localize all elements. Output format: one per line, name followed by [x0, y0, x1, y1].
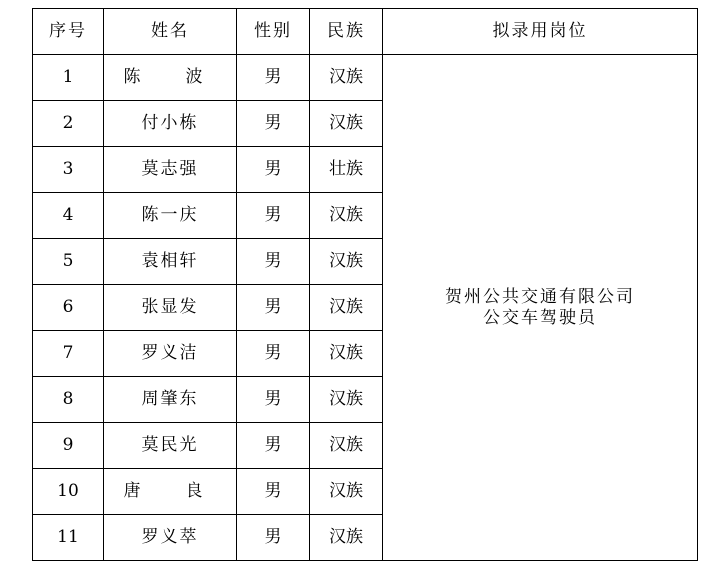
- cell-index: 10: [33, 469, 104, 515]
- cell-name: 付小栋: [104, 101, 237, 147]
- cell-name: 周肇东: [104, 377, 237, 423]
- cell-ethnicity: 汉族: [310, 331, 383, 377]
- cell-sex: 男: [237, 193, 310, 239]
- cell-sex: 男: [237, 377, 310, 423]
- cell-index: 2: [33, 101, 104, 147]
- cell-sex: 男: [237, 515, 310, 561]
- cell-sex: 男: [237, 147, 310, 193]
- cell-index: 7: [33, 331, 104, 377]
- cell-index: 3: [33, 147, 104, 193]
- cell-sex: 男: [237, 285, 310, 331]
- cell-ethnicity: 汉族: [310, 239, 383, 285]
- cell-index: 4: [33, 193, 104, 239]
- column-header-name: 姓名: [104, 9, 237, 55]
- cell-index: 5: [33, 239, 104, 285]
- post-line-role: 公交车驾驶员: [483, 307, 597, 328]
- cell-ethnicity: 汉族: [310, 193, 383, 239]
- column-header-post: 拟录用岗位: [383, 9, 698, 55]
- cell-ethnicity: 汉族: [310, 377, 383, 423]
- cell-name: 张显发: [104, 285, 237, 331]
- cell-index: 8: [33, 377, 104, 423]
- cell-sex: 男: [237, 331, 310, 377]
- cell-name: 陈 波: [104, 55, 237, 101]
- post-line-company: 贺州公共交通有限公司: [445, 287, 635, 308]
- cell-ethnicity: 汉族: [310, 55, 383, 101]
- cell-name: 唐 良: [104, 469, 237, 515]
- cell-ethnicity: 汉族: [310, 515, 383, 561]
- cell-sex: 男: [237, 55, 310, 101]
- cell-name: 罗义萃: [104, 515, 237, 561]
- cell-sex: 男: [237, 101, 310, 147]
- cell-post: [383, 55, 698, 561]
- cell-index: 6: [33, 285, 104, 331]
- cell-sex: 男: [237, 423, 310, 469]
- candidate-roster-table: [32, 8, 698, 561]
- table-header-row: [33, 9, 698, 55]
- cell-name: 莫志强: [104, 147, 237, 193]
- cell-sex: 男: [237, 469, 310, 515]
- cell-name: 罗义洁: [104, 331, 237, 377]
- cell-ethnicity: 汉族: [310, 423, 383, 469]
- cell-ethnicity: 汉族: [310, 285, 383, 331]
- cell-index: 9: [33, 423, 104, 469]
- cell-ethnicity: 汉族: [310, 469, 383, 515]
- cell-name: 陈一庆: [104, 193, 237, 239]
- column-header-index: 序号: [33, 9, 104, 55]
- cell-ethnicity: 汉族: [310, 101, 383, 147]
- column-header-ethnicity: 民族: [310, 9, 383, 55]
- cell-index: 1: [33, 55, 104, 101]
- cell-name: 莫民光: [104, 423, 237, 469]
- column-header-sex: 性别: [237, 9, 310, 55]
- cell-ethnicity: 壮族: [310, 147, 383, 193]
- table-row: [33, 55, 698, 101]
- cell-index: 11: [33, 515, 104, 561]
- cell-sex: 男: [237, 239, 310, 285]
- cell-name: 袁相轩: [104, 239, 237, 285]
